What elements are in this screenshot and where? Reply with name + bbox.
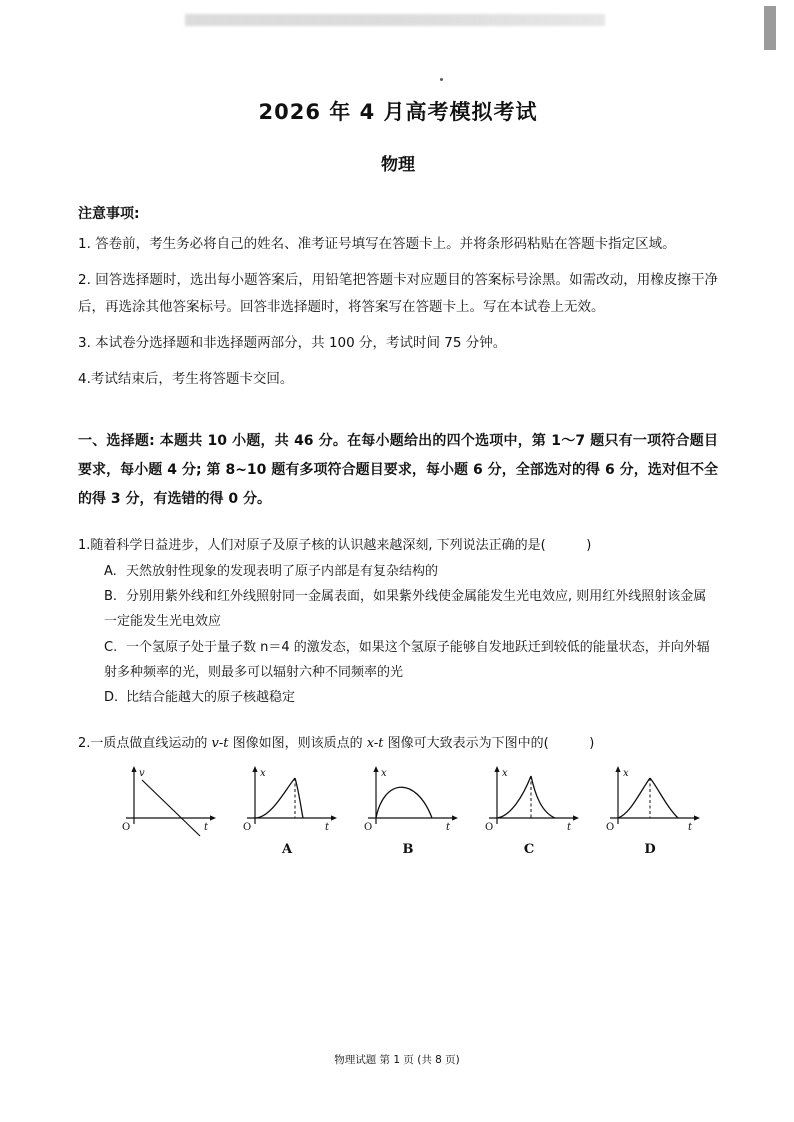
graph-option-d-label: D xyxy=(644,842,656,858)
question-1-choice-a xyxy=(78,559,718,584)
notice-title: 注意事项: xyxy=(78,206,140,222)
graph-option-b xyxy=(354,762,462,857)
svg-text:v: v xyxy=(139,768,145,780)
choice-label-c: C. xyxy=(104,639,118,655)
svg-text:t: t xyxy=(204,822,209,834)
notice-item: 2. 回答选择题时，选出每小题答案后，用铅笔把答题卡对应题目的答案标号涂黑。如需改动，用橡皮擦干净后，再选涂其他答案标号。回答非选择题时，将答案写在答题卡上。写在本试卷上无效。 xyxy=(78,271,718,316)
question-2-stem xyxy=(78,731,718,756)
subject-heading: 物理 xyxy=(381,155,415,175)
svg-text:t: t xyxy=(325,822,330,834)
notice-item: 1. 答卷前，考生务必将自己的姓名、准考证号填写在答题卡上。并将条形码粘贴在答题卡指定区域。 xyxy=(78,236,676,252)
graph-option-c xyxy=(475,762,583,857)
question-1-number: 1. xyxy=(78,538,91,554)
scan-edge-mark xyxy=(764,6,776,50)
graph-source-label xyxy=(112,842,220,857)
svg-text:O: O xyxy=(243,822,252,834)
svg-text:O: O xyxy=(485,822,494,834)
svg-text:O: O xyxy=(122,822,131,834)
question-1-stem-paren: ) xyxy=(586,538,592,554)
svg-text:t: t xyxy=(567,822,572,834)
choice-text-a: 天然放射性现象的发现表明了原子内部是有复杂结构的 xyxy=(126,563,439,579)
page-title: 2026 年 4 月高考模拟考试 xyxy=(258,100,538,124)
choice-label-d: D. xyxy=(104,690,119,706)
graph-option-d xyxy=(596,762,704,857)
choice-text-b: 分别用紫外线和红外线照射同一金属表面，如果紫外线使金属能发生光电效应, 则用红外线照射该金属一定能发生光电效应 xyxy=(104,589,707,630)
choice-label-b: B. xyxy=(104,589,118,605)
graph-option-d-svg xyxy=(596,762,704,840)
question-1-choice-d xyxy=(78,685,718,710)
question-2-xt-label: x-t xyxy=(366,735,384,751)
document-body xyxy=(78,0,718,857)
question-2-stem-post: 图像可大致表示为下图中的( xyxy=(383,735,549,751)
graph-source-vt xyxy=(112,762,220,857)
choice-text-c: 一个氢原子处于量子数 n＝4 的激发态，如果这个氢原子能够自发地跃迁到较低的能量状态，并向外辐射多种频率的光，则最多可以辐射六种不同频率的光 xyxy=(104,639,710,681)
svg-text:O: O xyxy=(606,822,615,834)
question-1-choice-c xyxy=(78,635,718,686)
svg-text:x: x xyxy=(260,768,266,780)
section-heading-choice-questions: 一、选择题: 本题共 10 小题，共 46 分。在每小题给出的四个选项中，第 1～7 题只有一项符合题目要求，每小题 4 分; 第 8~10 题有多项符合题目要求，每小题 6 分，全部选对的得 6 分，选对但不全的得 3 分，有选错的得 0 分。 xyxy=(78,433,718,507)
graph-source-svg xyxy=(112,762,220,840)
graph-option-b-label: B xyxy=(402,842,414,858)
question-2-stem-paren: ) xyxy=(589,735,595,751)
question-2 xyxy=(78,731,718,756)
question-1 xyxy=(78,533,718,710)
svg-text:x: x xyxy=(502,768,508,780)
choice-label-a: A. xyxy=(104,563,117,579)
graph-option-a xyxy=(233,762,341,857)
choice-text-d: 比结合能越大的原子核越稳定 xyxy=(126,690,296,706)
graph-option-c-svg xyxy=(475,762,583,840)
svg-text:t: t xyxy=(688,822,693,834)
notice-item: 4.考试结束后，考生将答题卡交回。 xyxy=(78,370,294,387)
question-2-graph-row xyxy=(78,762,718,857)
question-2-number: 2. xyxy=(78,735,91,751)
question-1-stem-text: 随着科学日益进步，人们对原子及原子核的认识越来越深刻, 下列说法正确的是( xyxy=(90,538,546,554)
question-2-vt-label: v-t xyxy=(211,735,229,751)
question-1-stem xyxy=(78,533,718,558)
question-2-stem-mid: 图像如图，则该质点的 xyxy=(228,735,367,751)
svg-text:x: x xyxy=(381,768,387,780)
notice-item: 3. 本试卷分选择题和非选择题两部分，共 100 分，考试时间 75 分钟。 xyxy=(78,335,507,352)
svg-text:O: O xyxy=(364,822,373,834)
question-2-stem-pre: 一质点做直线运动的 xyxy=(90,735,212,751)
question-1-choice-b xyxy=(78,584,718,635)
graph-option-a-label: A xyxy=(281,842,293,858)
svg-text:t: t xyxy=(446,822,451,834)
page-footer: 物理试题 第 1 页 (共 8 页) xyxy=(334,1054,460,1066)
graph-option-b-svg xyxy=(354,762,462,840)
svg-text:x: x xyxy=(623,768,629,780)
graph-option-a-svg xyxy=(233,762,341,840)
graph-option-c-label: C xyxy=(523,842,535,858)
